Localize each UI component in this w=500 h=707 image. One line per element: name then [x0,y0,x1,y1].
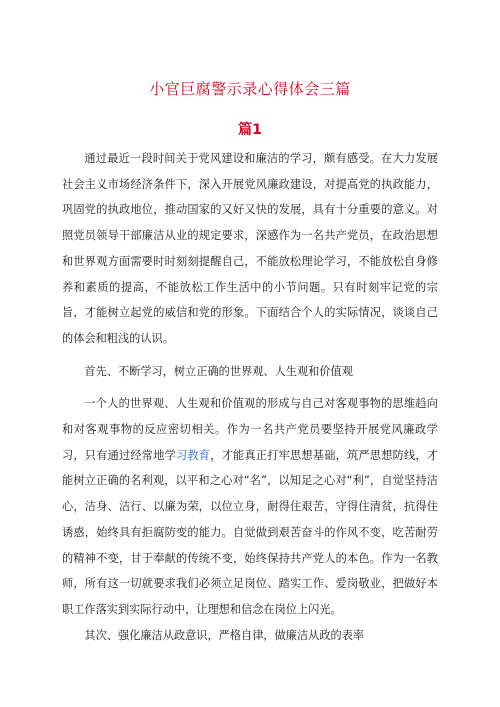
paragraph-worldview [62,391,438,622]
paragraph-heading-first: 首先、不断学习，树立正确的世界观、人生观和价值观 [84,364,353,378]
section-title: 篇1 [238,122,262,138]
paragraph-intro: 通过最近一段时间关于党风建设和廉洁的学习，颇有感受。在大力发展社会主义市场经济条件下，深入开展党风廉政建设，对提高党的执政能力，巩固党的执政地位，推动国家的又好又快的发展，具有十分重要的意义。对照党员领导干部廉洁从业的规定要求，深感作为一名共产党员，在政治思想和世界观方面需要时时刻刻提醒自己，不能放松理论学习，不能放松自身修养和素质的提高，不能放松工作生活中的小节问题。只有时刻牢记党的宗旨，才能树立起党的威信和党的形象。下面结合个人的实际情况，谈谈自己的体会和粗浅的认识。 [62,152,438,345]
paragraph-heading-second: 其次、强化廉洁从政意识，严格自律，做廉洁从政的表率 [84,628,365,642]
paragraph-text-before-link: 一个人的世界观、人生观和价值观的形成与自己对客观事物的思维趋向和对客观事物的反应密切相关。作为一名共产党员要坚持开展党风廉政学习，只有通过经常地学 [62,397,438,462]
paragraph-text-after-link: ，才能真正打牢思想基础，筑严思想防线，才能树立正确的名利观，以平和之心对“名”，以知足之心对“利”，自觉坚持洁心，洁身、洁行、以廉为荣，以位立身，耐得住艰苦，守得住清贫，抗得住诱惑，始终具有拒腐防变的能力。自觉做到艰苦奋斗的作风不变，吃苦耐劳的精神不变，甘于奉献的传统不变，始终保持共产党人的本色。作为一名教师，所有这一切就要求我们必须立足岗位、踏实工作、爱岗敬业，把做好本职工作落实到实际行动中，让理想和信念在岗位上闪光。 [62,448,438,616]
study-education-link[interactable]: 习教育 [176,448,211,462]
document-body [62,146,438,648]
document-title: 小官巨腐警示录心得体会三篇 [149,80,351,98]
